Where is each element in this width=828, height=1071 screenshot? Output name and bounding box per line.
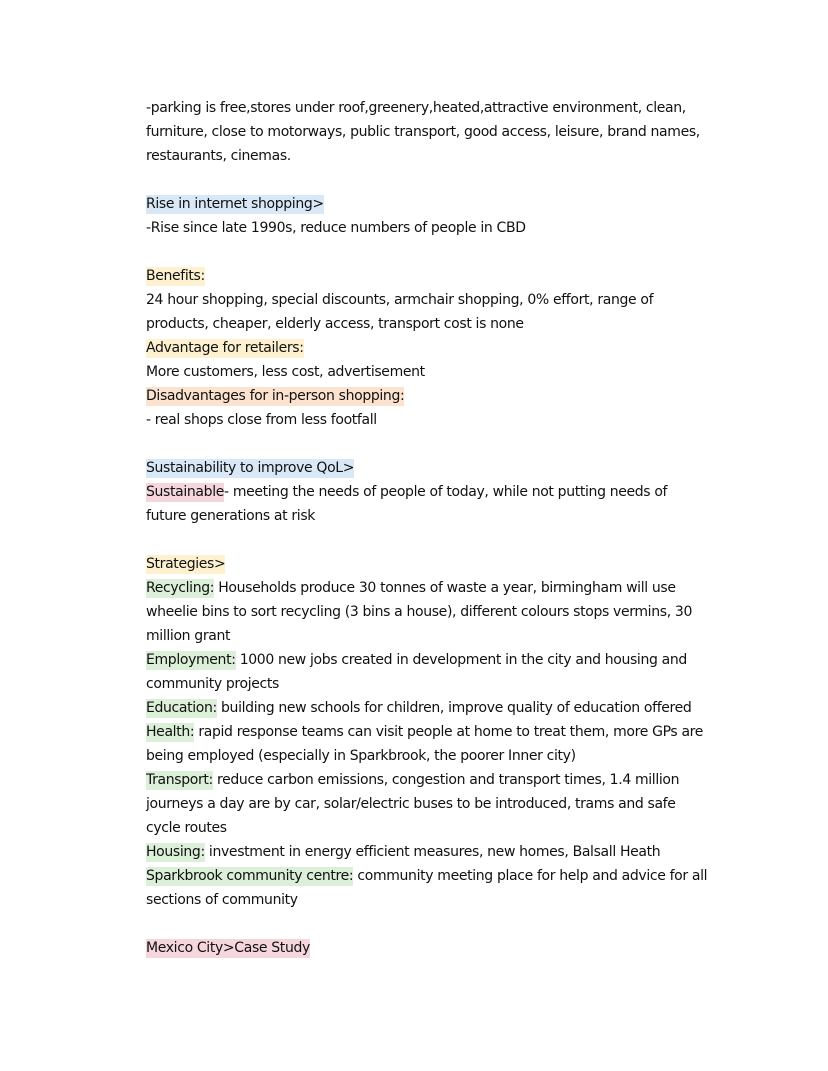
spacer — [146, 240, 746, 264]
spacer — [146, 528, 746, 552]
document-page — [146, 96, 746, 960]
internet-shopping-heading: Rise in internet shopping> — [146, 196, 324, 212]
strategies-heading: Strategies> — [146, 556, 226, 572]
housing-label: Housing: — [146, 844, 205, 860]
sustainable-definition-line-2: future generations at risk — [146, 508, 316, 524]
intro-line-3: restaurants, cinemas. — [146, 148, 291, 164]
recycling-line-3: million grant — [146, 628, 231, 644]
strategies-heading-line — [146, 552, 746, 576]
employment-line-1 — [146, 648, 746, 672]
benefits-heading: Benefits: — [146, 268, 205, 284]
spacer — [146, 168, 746, 192]
transport-line-3: cycle routes — [146, 820, 227, 836]
community-centre-label: Sparkbrook community centre: — [146, 868, 354, 884]
health-line-2: being employed (especially in Sparkbrook, the poorer Inner city) — [146, 748, 576, 764]
employment-line-2: community projects — [146, 676, 279, 692]
sustainability-heading: Sustainability to improve QoL> — [146, 460, 355, 476]
community-centre-line-1 — [146, 864, 746, 888]
case-study-heading-line — [146, 936, 746, 960]
retailers-text: More customers, less cost, advertisement — [146, 364, 425, 380]
retailers-heading: Advantage for retailers: — [146, 340, 304, 356]
sustainable-definition-line-1 — [146, 480, 746, 504]
sustainable-term: Sustainable — [146, 484, 225, 500]
housing-line-1 — [146, 840, 746, 864]
spacer — [146, 432, 746, 456]
health-line-1 — [146, 720, 746, 744]
community-centre-text: community meeting place for help and advice for all — [353, 868, 708, 884]
retailers-heading-line — [146, 336, 746, 360]
transport-line-1 — [146, 768, 746, 792]
recycling-line-2: wheelie bins to sort recycling (3 bins a house), different colours stops vermins, 30 — [146, 604, 693, 620]
housing-text: investment in energy efficient measures, new homes, Balsall Heath — [204, 844, 661, 860]
health-label: Health: — [146, 724, 195, 740]
sustainable-definition-text: - meeting the needs of people of today, while not putting needs of — [224, 484, 668, 500]
education-text: building new schools for children, improve quality of education offered — [216, 700, 692, 716]
education-label: Education: — [146, 700, 217, 716]
intro-line-1: -parking is free,stores under roof,greenery,heated,attractive environment, clean, — [146, 100, 686, 116]
recycling-line-1 — [146, 576, 746, 600]
transport-text: reduce carbon emissions, congestion and transport times, 1.4 million — [212, 772, 680, 788]
internet-heading-line — [146, 192, 746, 216]
disadvantages-heading: Disadvantages for in-person shopping: — [146, 388, 405, 404]
health-text: rapid response teams can visit people at home to treat them, more GPs are — [194, 724, 704, 740]
employment-label: Employment: — [146, 652, 236, 668]
benefits-heading-line — [146, 264, 746, 288]
education-line-1 — [146, 696, 746, 720]
transport-line-2: journeys a day are by car, solar/electric buses to be introduced, trams and safe — [146, 796, 676, 812]
sustainability-heading-line — [146, 456, 746, 480]
spacer — [146, 912, 746, 936]
benefits-line-1: 24 hour shopping, special discounts, armchair shopping, 0% effort, range of — [146, 292, 654, 308]
recycling-label: Recycling: — [146, 580, 215, 596]
disadvantages-text: - real shops close from less footfall — [146, 412, 377, 428]
internet-text: -Rise since late 1990s, reduce numbers of people in CBD — [146, 220, 526, 236]
intro-line-2: furniture, close to motorways, public transport, good access, leisure, brand names, — [146, 124, 700, 140]
benefits-line-2: products, cheaper, elderly access, transport cost is none — [146, 316, 524, 332]
recycling-text: Households produce 30 tonnes of waste a year, birmingham will use — [214, 580, 676, 596]
community-centre-line-2: sections of community — [146, 892, 298, 908]
employment-text: 1000 new jobs created in development in the city and housing and — [235, 652, 687, 668]
case-study-heading: Mexico City>Case Study — [146, 940, 310, 956]
transport-label: Transport: — [146, 772, 213, 788]
disadvantages-heading-line — [146, 384, 746, 408]
